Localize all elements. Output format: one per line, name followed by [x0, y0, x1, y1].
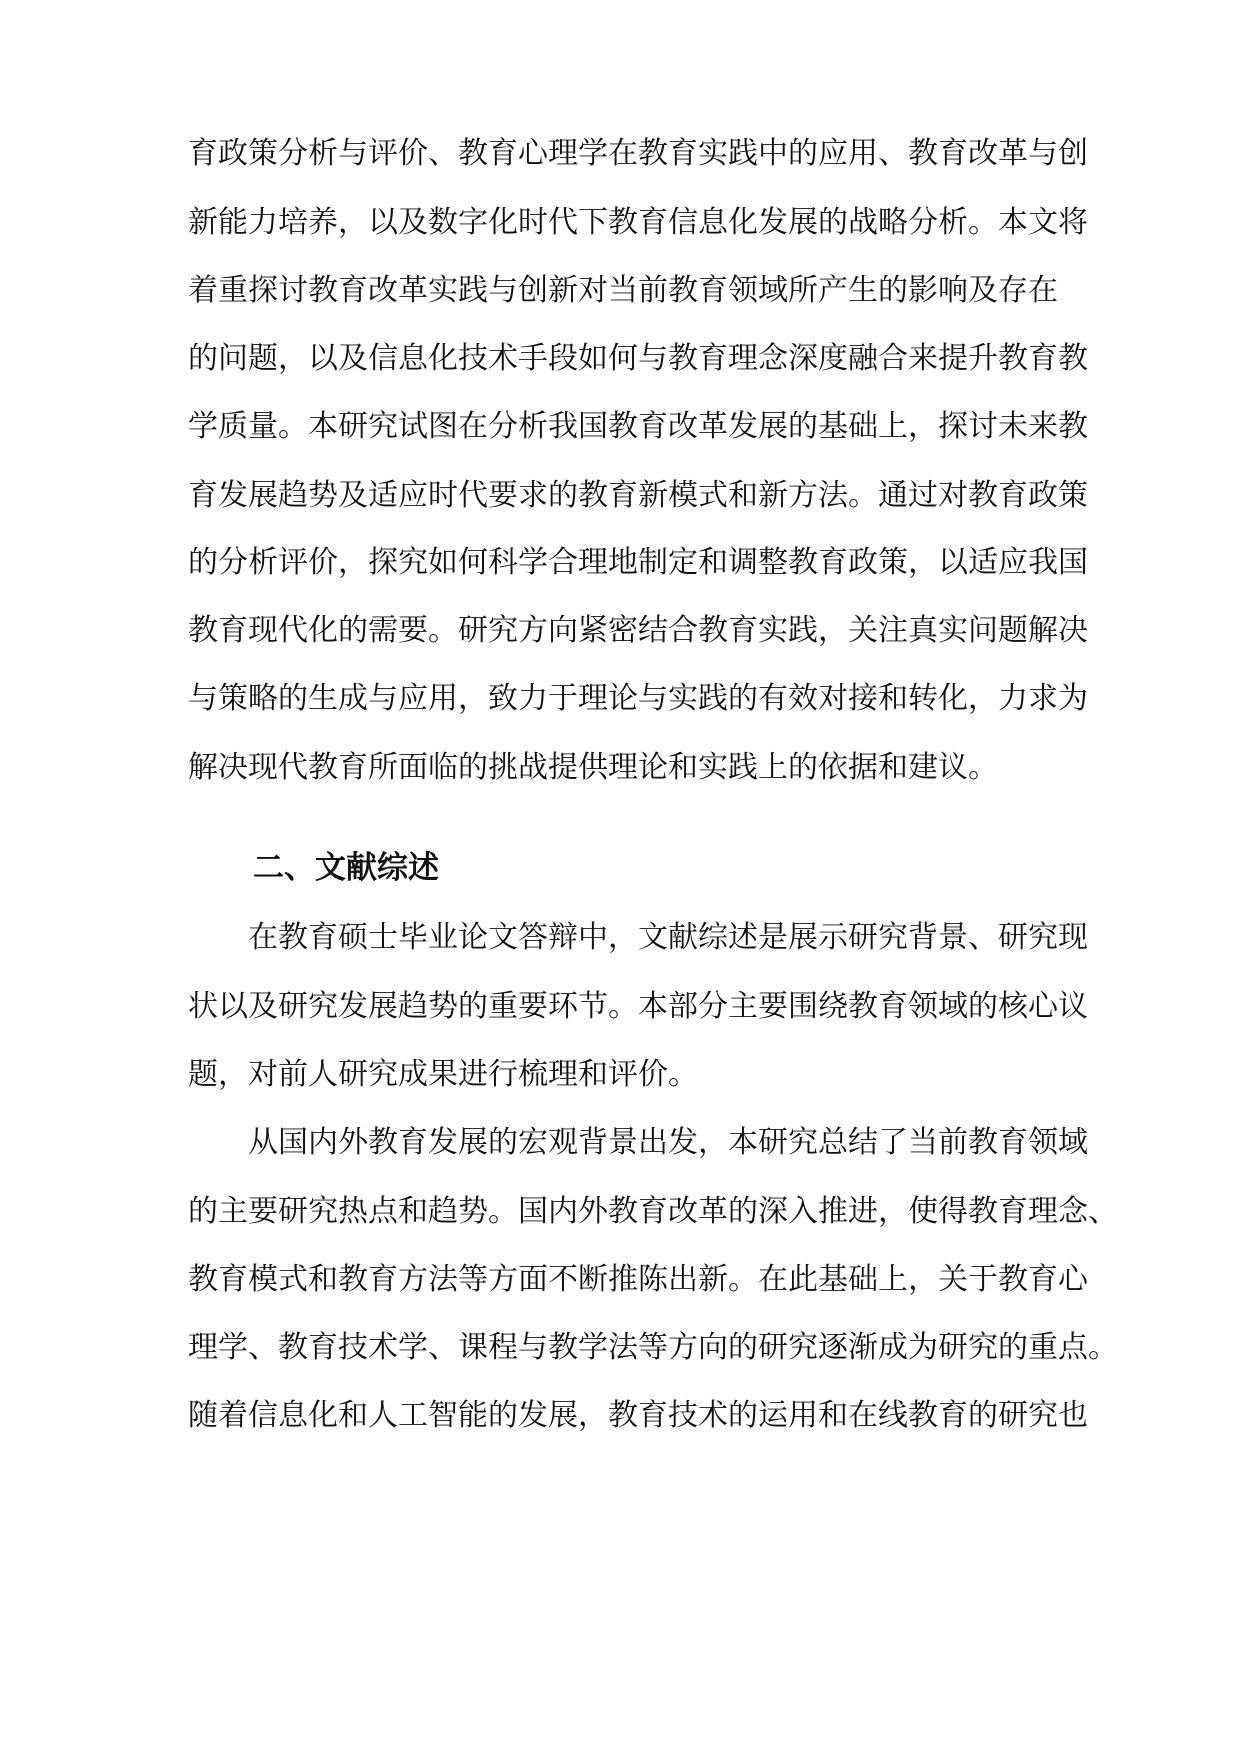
intro-line-5: 学质量。本研究试图在分析我国教育改革发展的基础上，探讨未来教	[188, 409, 1088, 444]
p2-line-3: 教育模式和教育方法等方面不断推陈出新。在此基础上，关于教育心	[188, 1262, 1088, 1297]
p1-line-2: 状以及研究发展趋势的重要环节。本部分主要围绕教育领域的核心议	[188, 989, 1088, 1024]
intro-line-6: 育发展趋势及适应时代要求的教育新模式和新方法。通过对教育政策	[188, 478, 1088, 513]
p2-line-1: 从国内外教育发展的宏观背景出发，本研究总结了当前教育领域	[248, 1125, 1088, 1160]
intro-line-1: 育政策分析与评价、教育心理学在教育实践中的应用、教育改革与创	[188, 136, 1088, 171]
section-heading: 二、文献综述	[253, 850, 439, 886]
p2-line-5: 随着信息化和人工智能的发展，教育技术的运用和在线教育的研究也	[188, 1398, 1088, 1433]
intro-line-3: 着重探讨教育改革实践与创新对当前教育领域所产生的影响及存在	[188, 273, 1058, 308]
p2-line-4: 理学、教育技术学、课程与教学法等方向的研究逐渐成为研究的重点。	[188, 1330, 1118, 1365]
intro-line-10: 解决现代教育所面临的挑战提供理论和实践上的依据和建议。	[188, 750, 998, 785]
p1-line-1: 在教育硕士毕业论文答辩中，文献综述是展示研究背景、研究现	[248, 920, 1088, 955]
intro-line-4: 的问题，以及信息化技术手段如何与教育理念深度融合来提升教育教	[188, 341, 1088, 376]
intro-line-8: 教育现代化的需要。研究方向紧密结合教育实践，关注真实问题解决	[188, 613, 1088, 648]
p1-line-3: 题，对前人研究成果进行梳理和评价。	[188, 1057, 698, 1092]
intro-line-7: 的分析评价，探究如何科学合理地制定和调整教育政策，以适应我国	[188, 545, 1088, 580]
p2-line-2: 的主要研究热点和趋势。国内外教育改革的深入推进，使得教育理念、	[188, 1194, 1118, 1229]
intro-line-9: 与策略的生成与应用，致力于理论与实践的有效对接和转化，力求为	[188, 681, 1088, 716]
intro-line-2: 新能力培养，以及数字化时代下教育信息化发展的战略分析。本文将	[188, 205, 1088, 240]
